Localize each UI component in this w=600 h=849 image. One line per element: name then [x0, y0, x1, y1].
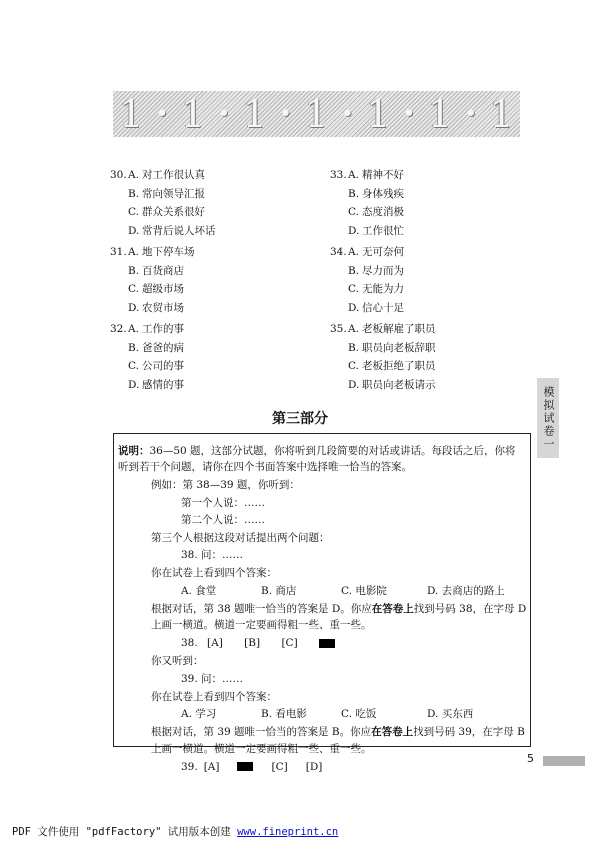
see-four-answers-1: 你在试卷上看到四个答案：	[151, 567, 277, 580]
option-text: 感情的事	[142, 378, 184, 391]
explanation-text: 找到号码 39，在字母 B	[413, 725, 525, 738]
example-intro: 例如：第 38—39 题，你听到：	[151, 479, 300, 492]
option-letter: A.	[128, 169, 139, 181]
option-letter: C.	[348, 206, 359, 218]
option-letter: C.	[348, 360, 359, 372]
sheet-number: 39.	[181, 760, 198, 773]
option-text: 农贸市场	[142, 301, 184, 314]
banner-glyph: 1	[304, 92, 329, 136]
question-30	[110, 166, 216, 240]
instructions-line-2: 听到若干个问题，请你在四个书面答案中选择唯一恰当的答案。	[118, 461, 412, 474]
option-text: 职员向老板请示	[362, 378, 436, 391]
q39-options	[181, 705, 473, 723]
option-text: 尽力而为	[362, 264, 404, 277]
option-text: 职员向老板辞职	[362, 341, 436, 354]
option-letter: A.	[128, 323, 139, 335]
banner-glyph: 1	[427, 92, 452, 136]
question-33	[330, 166, 404, 240]
explanation-text: 根据对话，第 39 题唯一恰当的答案是 B。你应	[151, 725, 372, 738]
banner-dot: •	[217, 101, 231, 127]
question-number: 33.	[330, 169, 347, 181]
q38-option: D. 去商店的路上	[427, 584, 505, 597]
instructions-label: 说明：	[118, 444, 150, 457]
q39-draw-line: 上画一横道。横道一定要画得粗一些、重一些。	[151, 743, 372, 756]
bubble-d: [D]	[305, 760, 323, 773]
explanation-bold: 在答卷上	[371, 725, 414, 738]
question-31	[110, 243, 195, 317]
option-letter: A.	[348, 169, 359, 181]
option-text: 老板拒绝了职员	[362, 360, 436, 372]
q39-answer-sheet	[181, 758, 322, 776]
banner-glyph: 1	[180, 92, 206, 136]
option-letter: D.	[128, 224, 140, 237]
option-letter: D.	[348, 224, 360, 237]
option-letter: B.	[348, 187, 360, 200]
q39-explanation	[151, 723, 525, 741]
option-letter: D.	[348, 301, 360, 314]
option-text: 地下停车场	[142, 246, 195, 258]
option-letter: B.	[128, 264, 140, 277]
banner-dot: •	[402, 101, 416, 127]
option-letter: A.	[348, 323, 359, 335]
banner-glyph: 1	[119, 92, 144, 136]
option-text: 无可奈何	[362, 246, 404, 258]
option-text: 无能为力	[362, 283, 404, 295]
option-text: 超级市场	[142, 283, 184, 295]
q39-option: B. 看电影	[261, 708, 307, 721]
question-35	[330, 320, 436, 394]
q38-explanation	[151, 600, 526, 618]
sheet-number: 38.	[181, 637, 198, 650]
option-text: 群众关系很好	[142, 206, 205, 218]
third-person: 第三个人根据这段对话提出两个问题：	[151, 531, 330, 544]
q38-label: 38. 问：……	[181, 549, 244, 562]
option-text: 态度消极	[362, 206, 404, 218]
bubble-a: [A]	[203, 760, 220, 773]
see-four-answers-2: 你在试卷上看到四个答案：	[151, 690, 277, 703]
section-title: 第三部分	[272, 411, 328, 427]
question-34	[330, 243, 404, 317]
also-heard: 你又听到：	[151, 654, 204, 667]
q38-draw-line: 上画一横道。横道一定要画得粗一些、重一些。	[151, 619, 372, 632]
option-letter: C.	[128, 360, 139, 372]
banner-dot: •	[155, 101, 169, 127]
footer-text: PDF 文件使用 "pdfFactory" 试用版本创建	[12, 826, 238, 838]
option-text: 常背后说人坏话	[142, 224, 216, 237]
speaker-2: 第二个人说：……	[181, 513, 265, 526]
banner-glyph: 1	[242, 92, 267, 136]
option-letter: C.	[128, 283, 139, 295]
instructions-line-1	[118, 442, 516, 460]
instructions-box	[113, 433, 531, 773]
question-number: 30.	[110, 169, 127, 181]
option-letter: D.	[348, 378, 360, 391]
banner-dot: •	[464, 101, 478, 127]
option-letter: D.	[128, 378, 140, 391]
option-text: 老板解雇了职员	[362, 323, 436, 335]
page-bar	[543, 756, 585, 766]
bubble-a: [A]	[207, 637, 223, 650]
question-number: 35.	[330, 323, 347, 335]
option-text: 工作的事	[142, 323, 184, 335]
question-number: 34.	[330, 246, 347, 258]
q39-option: A. 学习	[181, 708, 217, 721]
pdf-footer	[12, 824, 338, 839]
option-letter: B.	[128, 187, 140, 200]
option-text: 常向领导汇报	[142, 187, 205, 200]
bubble-b: [B]	[244, 637, 261, 650]
q39-option: C. 吃饭	[341, 708, 377, 721]
option-letter: B.	[348, 341, 360, 354]
instructions-text: 36—50 题，这部分试题，你将听到几段简要的对话或讲话。每段话之后，你将	[149, 444, 516, 457]
explanation-text: 找到号码 38，在字母 D	[413, 602, 527, 615]
question-32	[110, 320, 184, 394]
banner-glyph: 1	[366, 92, 391, 136]
q39-label: 39. 问：……	[181, 672, 244, 685]
option-text: 对工作很认真	[142, 169, 205, 181]
explanation-bold: 在答卷上	[371, 602, 414, 615]
question-number: 31.	[110, 246, 127, 258]
bubble-c: [C]	[281, 637, 298, 650]
option-text: 公司的事	[142, 360, 184, 372]
footer-link[interactable]: www.fineprint.cn	[237, 826, 339, 838]
q38-option: A. 食堂	[181, 584, 217, 597]
q38-answer-sheet	[181, 634, 335, 652]
q38-option: C. 电影院	[341, 584, 387, 597]
option-text: 精神不好	[362, 169, 404, 181]
part-banner	[113, 91, 520, 137]
option-text: 信心十足	[362, 301, 404, 314]
q38-options	[181, 582, 505, 600]
speaker-1: 第一个人说：……	[181, 496, 265, 509]
banner-dot: •	[279, 101, 293, 127]
option-letter: B.	[128, 341, 140, 354]
q39-option: D. 买东西	[427, 708, 474, 721]
side-tab: 模拟试卷一	[537, 378, 559, 458]
option-text: 爸爸的病	[142, 341, 184, 354]
filled-bubble-d	[319, 639, 335, 648]
page-number: 5	[527, 752, 534, 765]
option-letter: A.	[348, 246, 359, 258]
option-text: 身体残疾	[362, 187, 404, 200]
option-text: 百货商店	[142, 264, 184, 277]
option-letter: C.	[128, 206, 139, 218]
bubble-c: [C]	[271, 760, 288, 773]
option-letter: B.	[348, 264, 360, 277]
filled-bubble-b	[237, 762, 253, 771]
q38-option: B. 商店	[261, 584, 297, 597]
explanation-text: 根据对话，第 38 题唯一恰当的答案是 D。你应	[151, 602, 372, 615]
question-number: 32.	[110, 323, 127, 335]
option-text: 工作很忙	[362, 224, 404, 237]
banner-glyph: 1	[489, 92, 514, 136]
option-letter: A.	[128, 246, 139, 258]
option-letter: C.	[348, 283, 359, 295]
option-letter: D.	[128, 301, 140, 314]
banner-dot: •	[340, 101, 354, 127]
